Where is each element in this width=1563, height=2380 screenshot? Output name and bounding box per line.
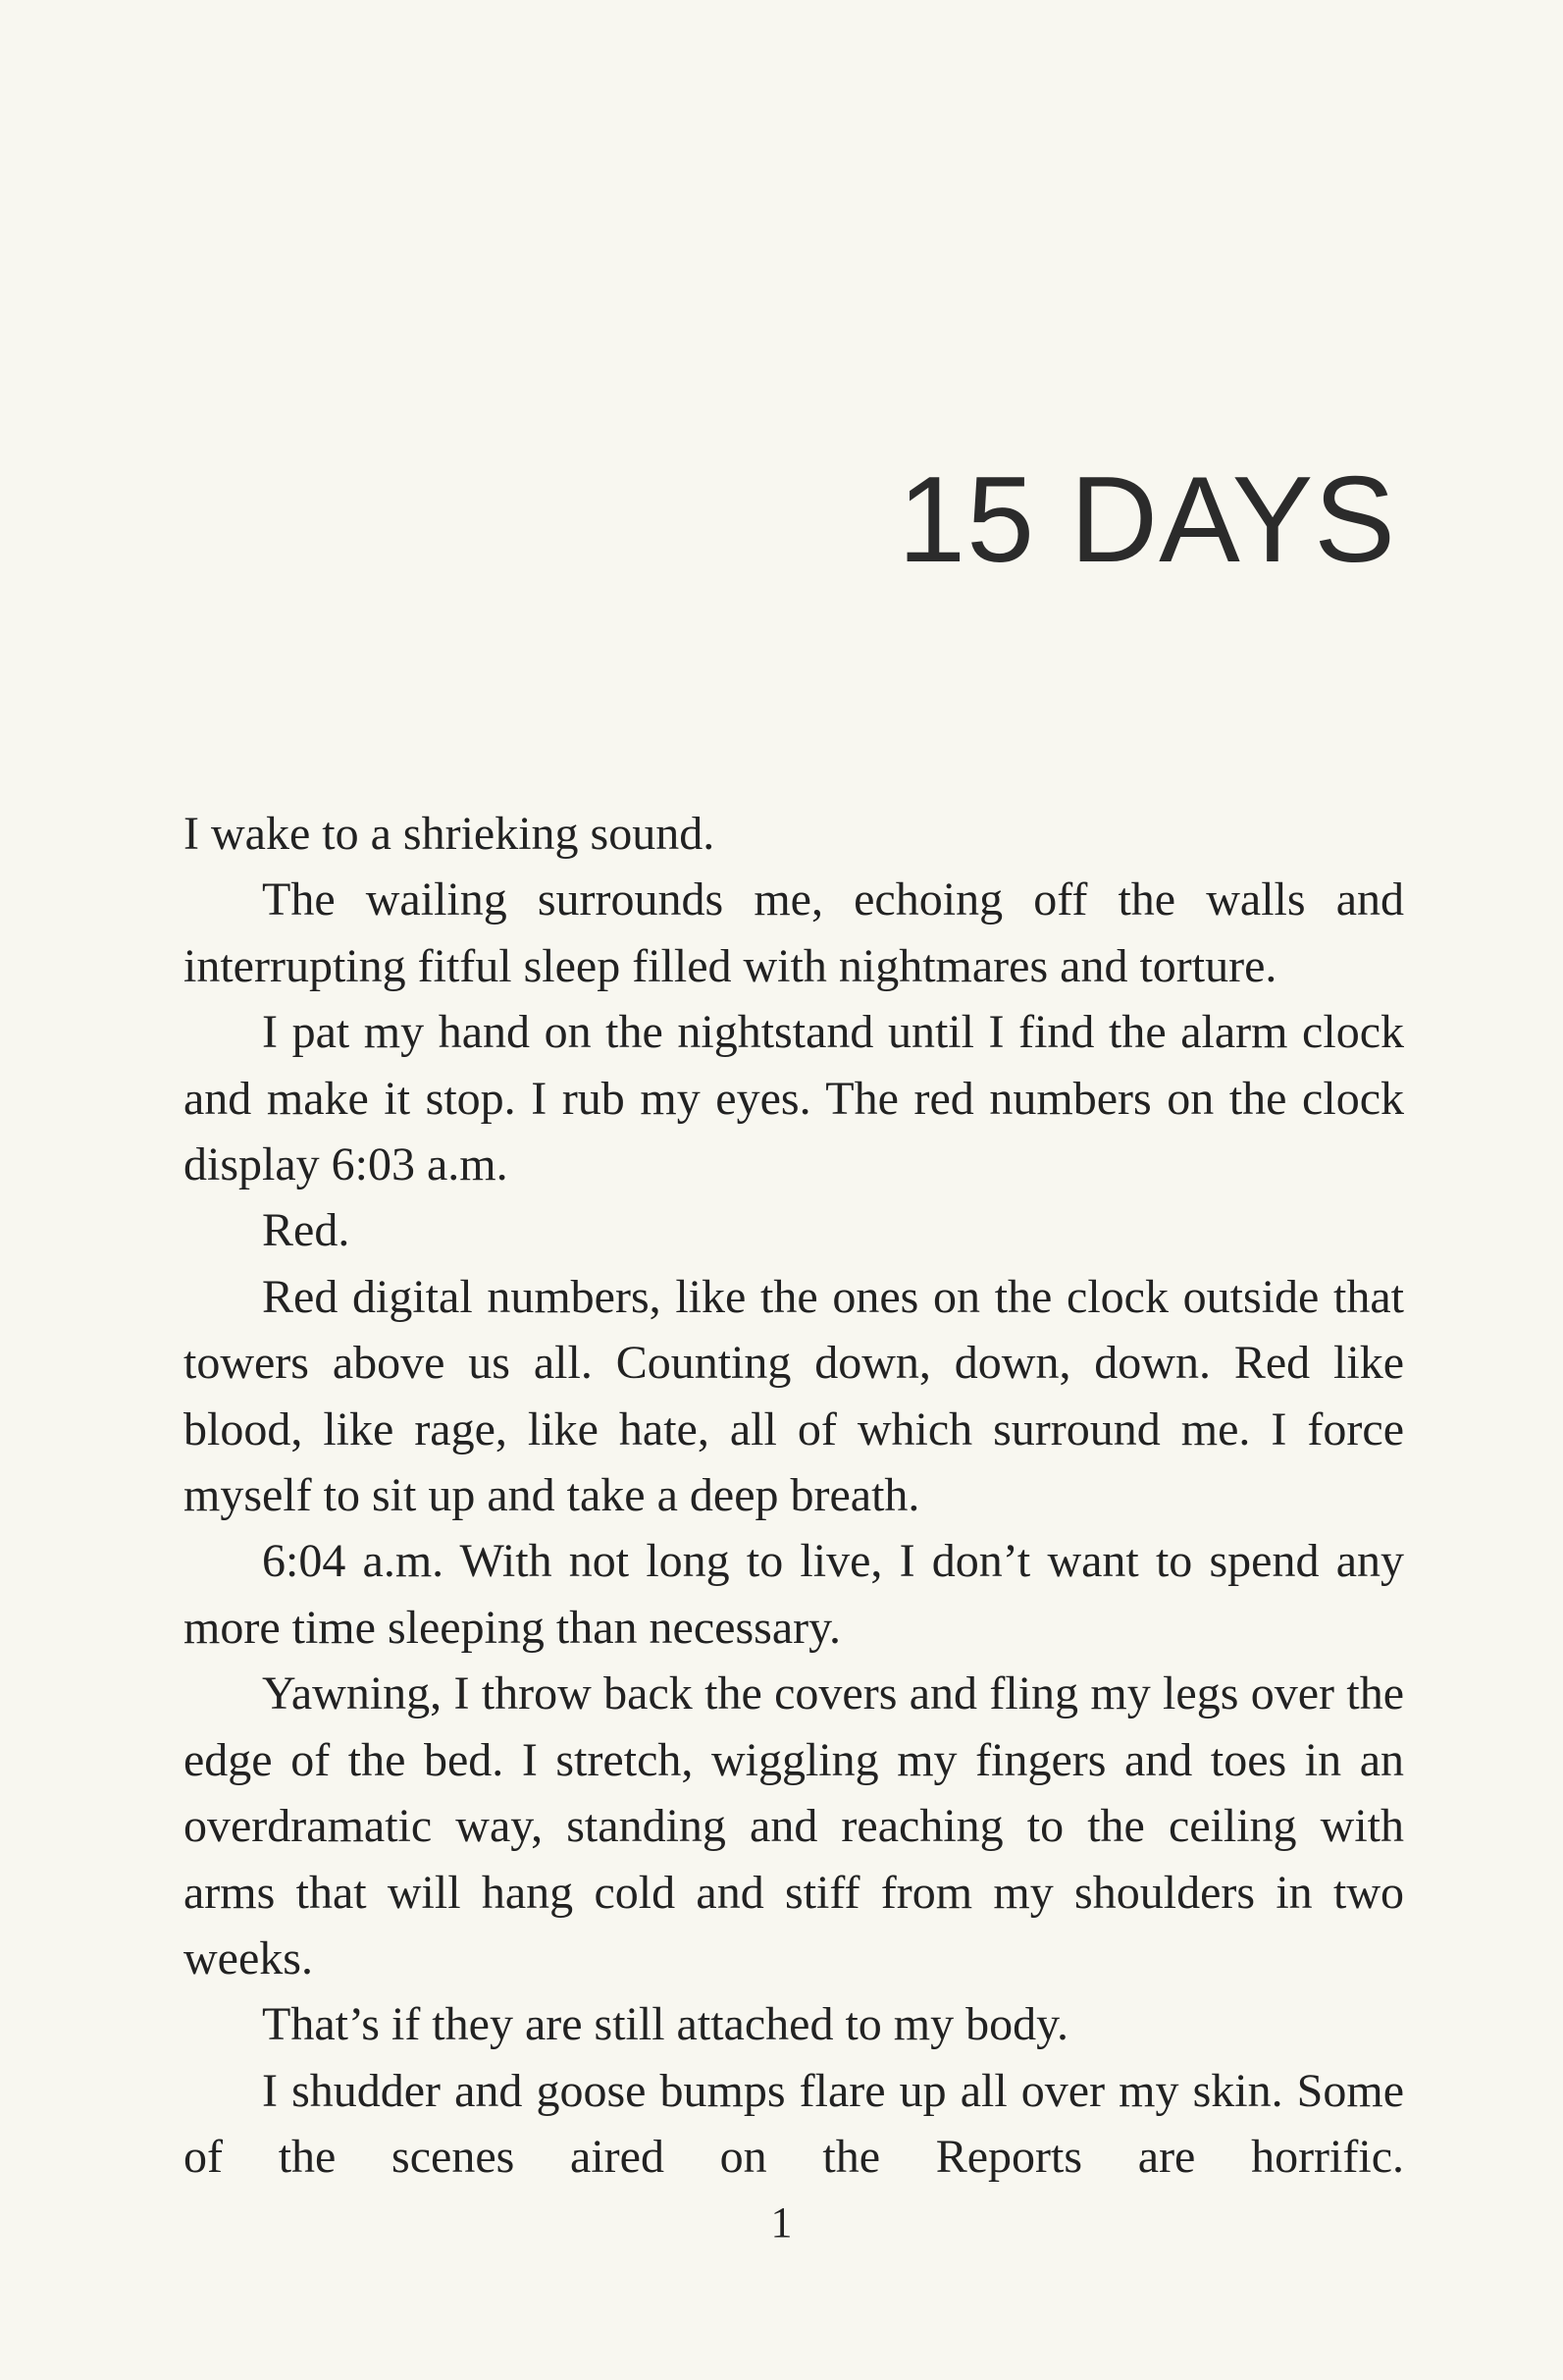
paragraph-7: Yawning, I throw back the covers and fling my legs over the edge of the bed. I stretch, wiggling my fingers and toes in an overdramatic way, standing and reaching to the ceiling with arms that will hang cold and stiff from my shoulders in two weeks. [183,1667,1404,1984]
page-number: 1 [770,2198,793,2247]
paragraph-8: That’s if they are still attached to my body. [262,1998,1068,2051]
chapter-body [183,801,1404,2191]
paragraph-4: Red. [262,1204,350,1257]
paragraph-1: I wake to a shrieking sound. [183,808,715,860]
paragraph-2: The wailing surrounds me, echoing off the walls and interrupting fitful sleep filled with nightmares and torture. [183,873,1404,992]
paragraph-9: I shudder and goose bumps flare up all over my skin. Some of the scenes aired on the Reports are horrific. [183,2064,1404,2184]
paragraph-5: Red digital numbers, like the ones on the clock outside that towers above us all. Counting down, down, down. Red like blood, like rage, like hate, all of which surround me. I force myself to sit up and take a deep breath. [183,1270,1404,1522]
paragraph-3: I pat my hand on the nightstand until I find the alarm clock and make it stop. I rub my eyes. The red numbers on the clock display 6:03 a.m. [183,1006,1404,1191]
chapter-title: 15 DAYS [898,452,1396,588]
paragraph-6: 6:04 a.m. With not long to live, I don’t want to spend any more time sleeping than necessary. [183,1535,1404,1654]
